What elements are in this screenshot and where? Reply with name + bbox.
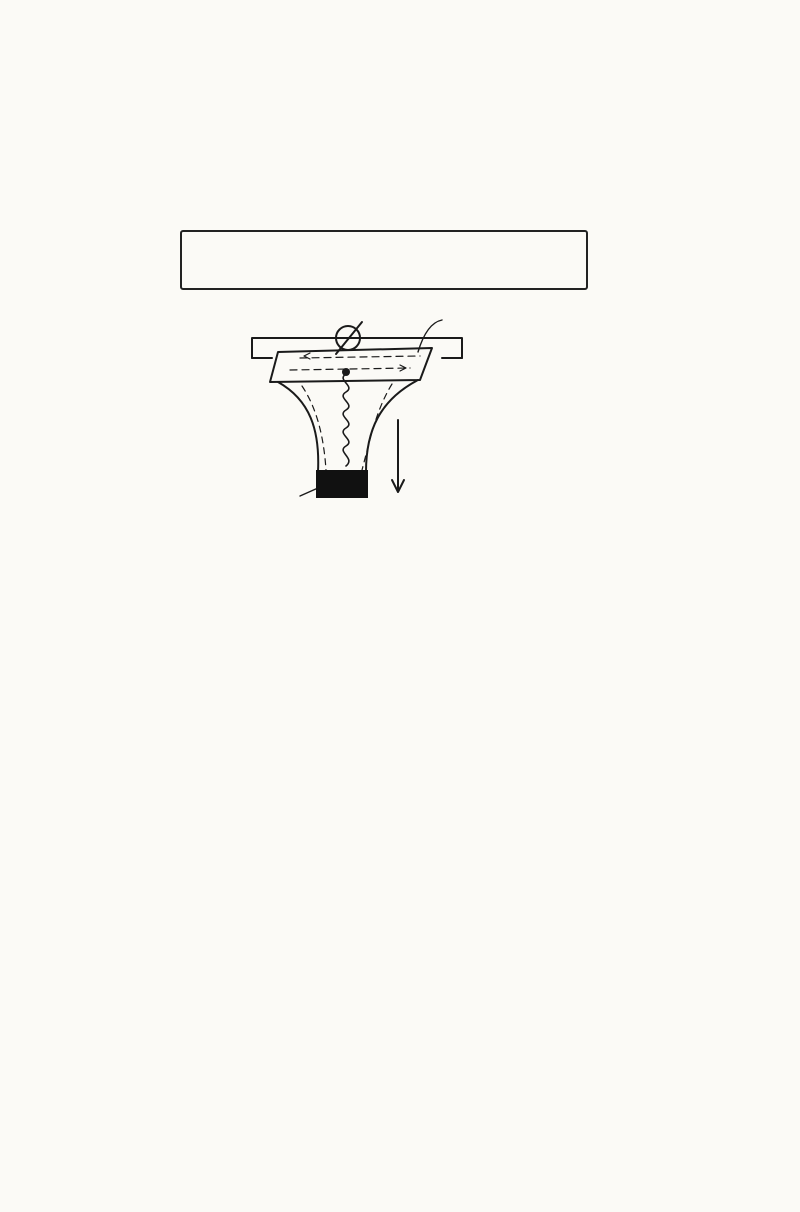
diagram-drawing <box>180 300 560 540</box>
handwritten-diagram <box>180 300 560 540</box>
handwritten-equation <box>180 230 588 290</box>
